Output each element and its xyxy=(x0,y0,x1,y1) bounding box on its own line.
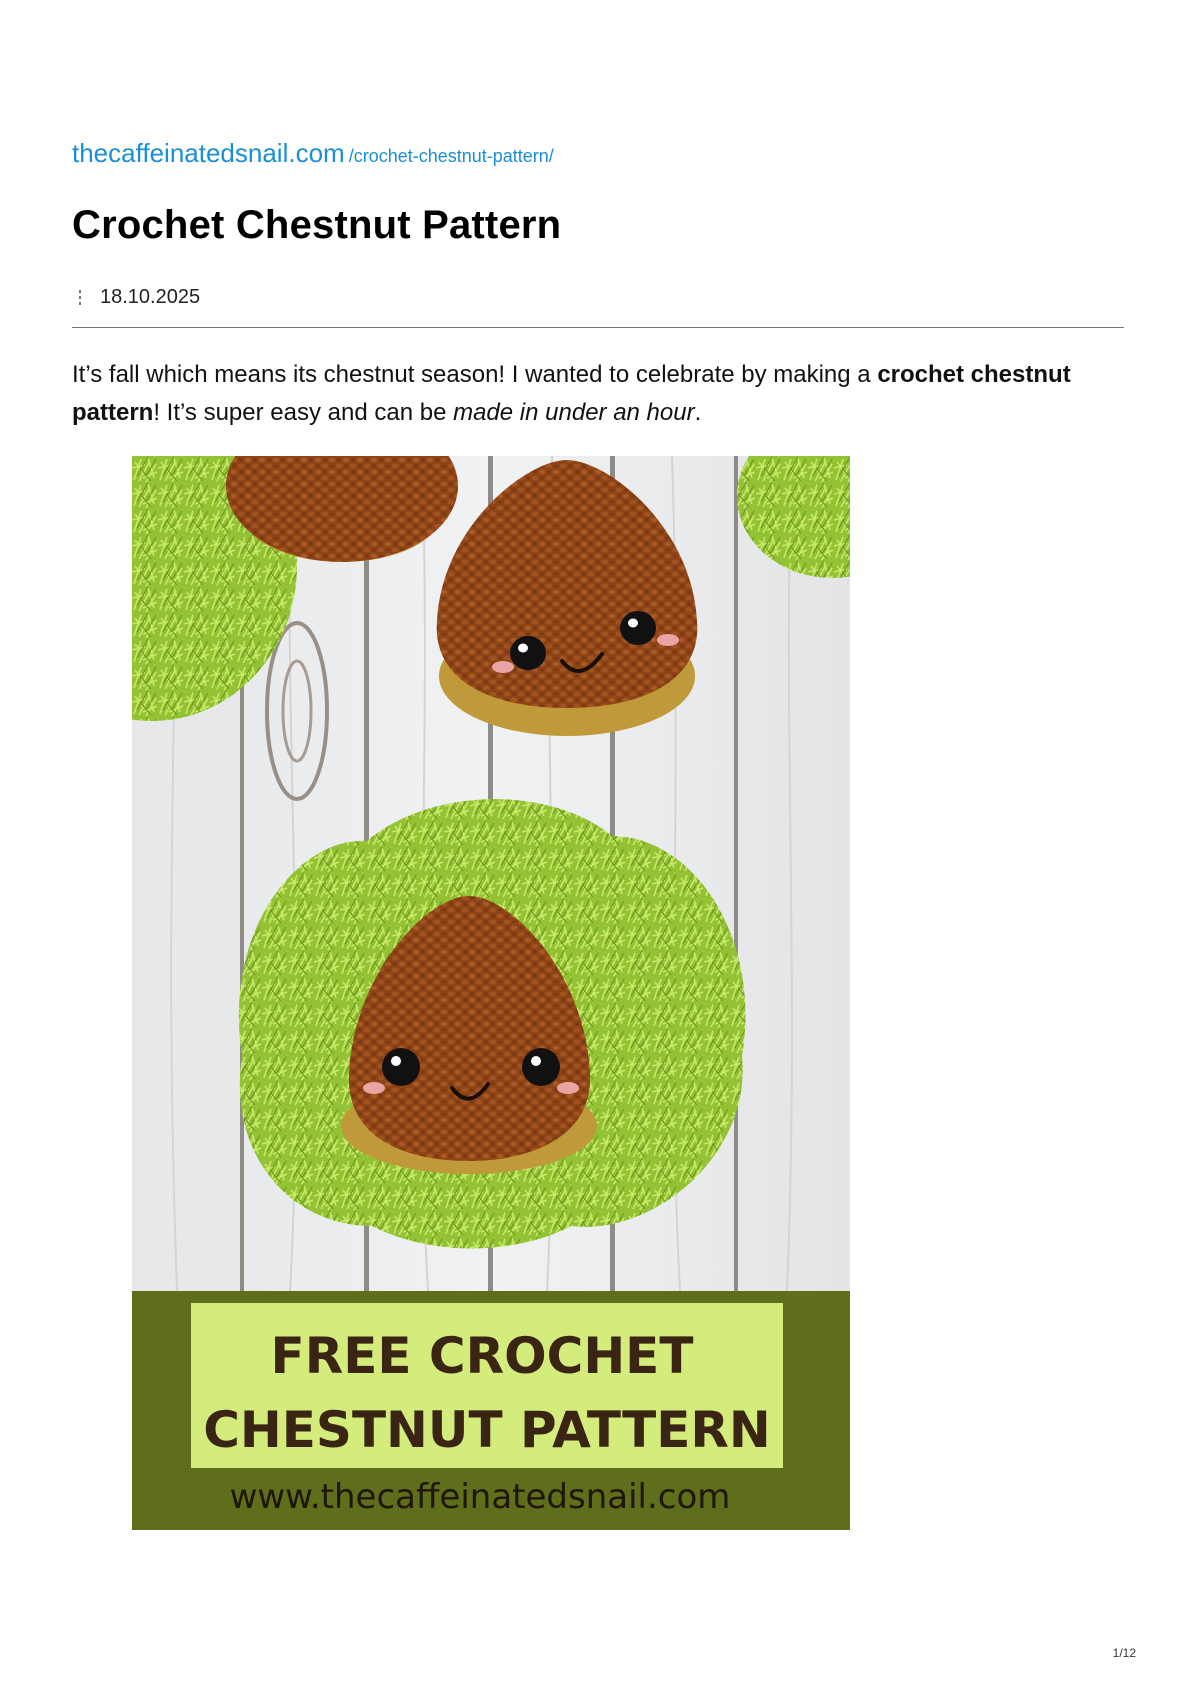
source-url[interactable] xyxy=(72,138,554,169)
intro-paragraph xyxy=(72,356,1122,432)
intro-text-2: ! It’s super easy and can be xyxy=(153,399,454,426)
intro-bold-text: crochet chestnut pattern xyxy=(72,361,1071,426)
page-number: 1/12 xyxy=(1112,1646,1136,1660)
source-path-link[interactable]: /crochet-chestnut-pattern/ xyxy=(348,146,554,166)
hero-illustration xyxy=(132,456,850,1530)
banner-url: www.thecaffeinatedsnail.com xyxy=(229,1477,731,1517)
banner xyxy=(132,1291,850,1530)
banner-line-2: CHESTNUT PATTERN xyxy=(203,1401,771,1459)
hero-image xyxy=(132,456,850,1530)
header-divider xyxy=(72,327,1124,328)
intro-italic-text: made in under an hour xyxy=(453,399,695,426)
article-date: 18.10.2025 xyxy=(100,286,201,308)
article-meta xyxy=(74,286,200,309)
banner-line-1: FREE CROCHET xyxy=(270,1327,694,1385)
more-options-icon xyxy=(74,290,86,305)
intro-text-3: . xyxy=(694,399,702,426)
article-title: Crochet Chestnut Pattern xyxy=(72,203,562,247)
intro-text-1: It’s fall which means its chestnut season! I wanted to celebrate by making a xyxy=(72,361,878,388)
source-domain-link[interactable]: thecaffeinatedsnail.com xyxy=(72,138,345,168)
